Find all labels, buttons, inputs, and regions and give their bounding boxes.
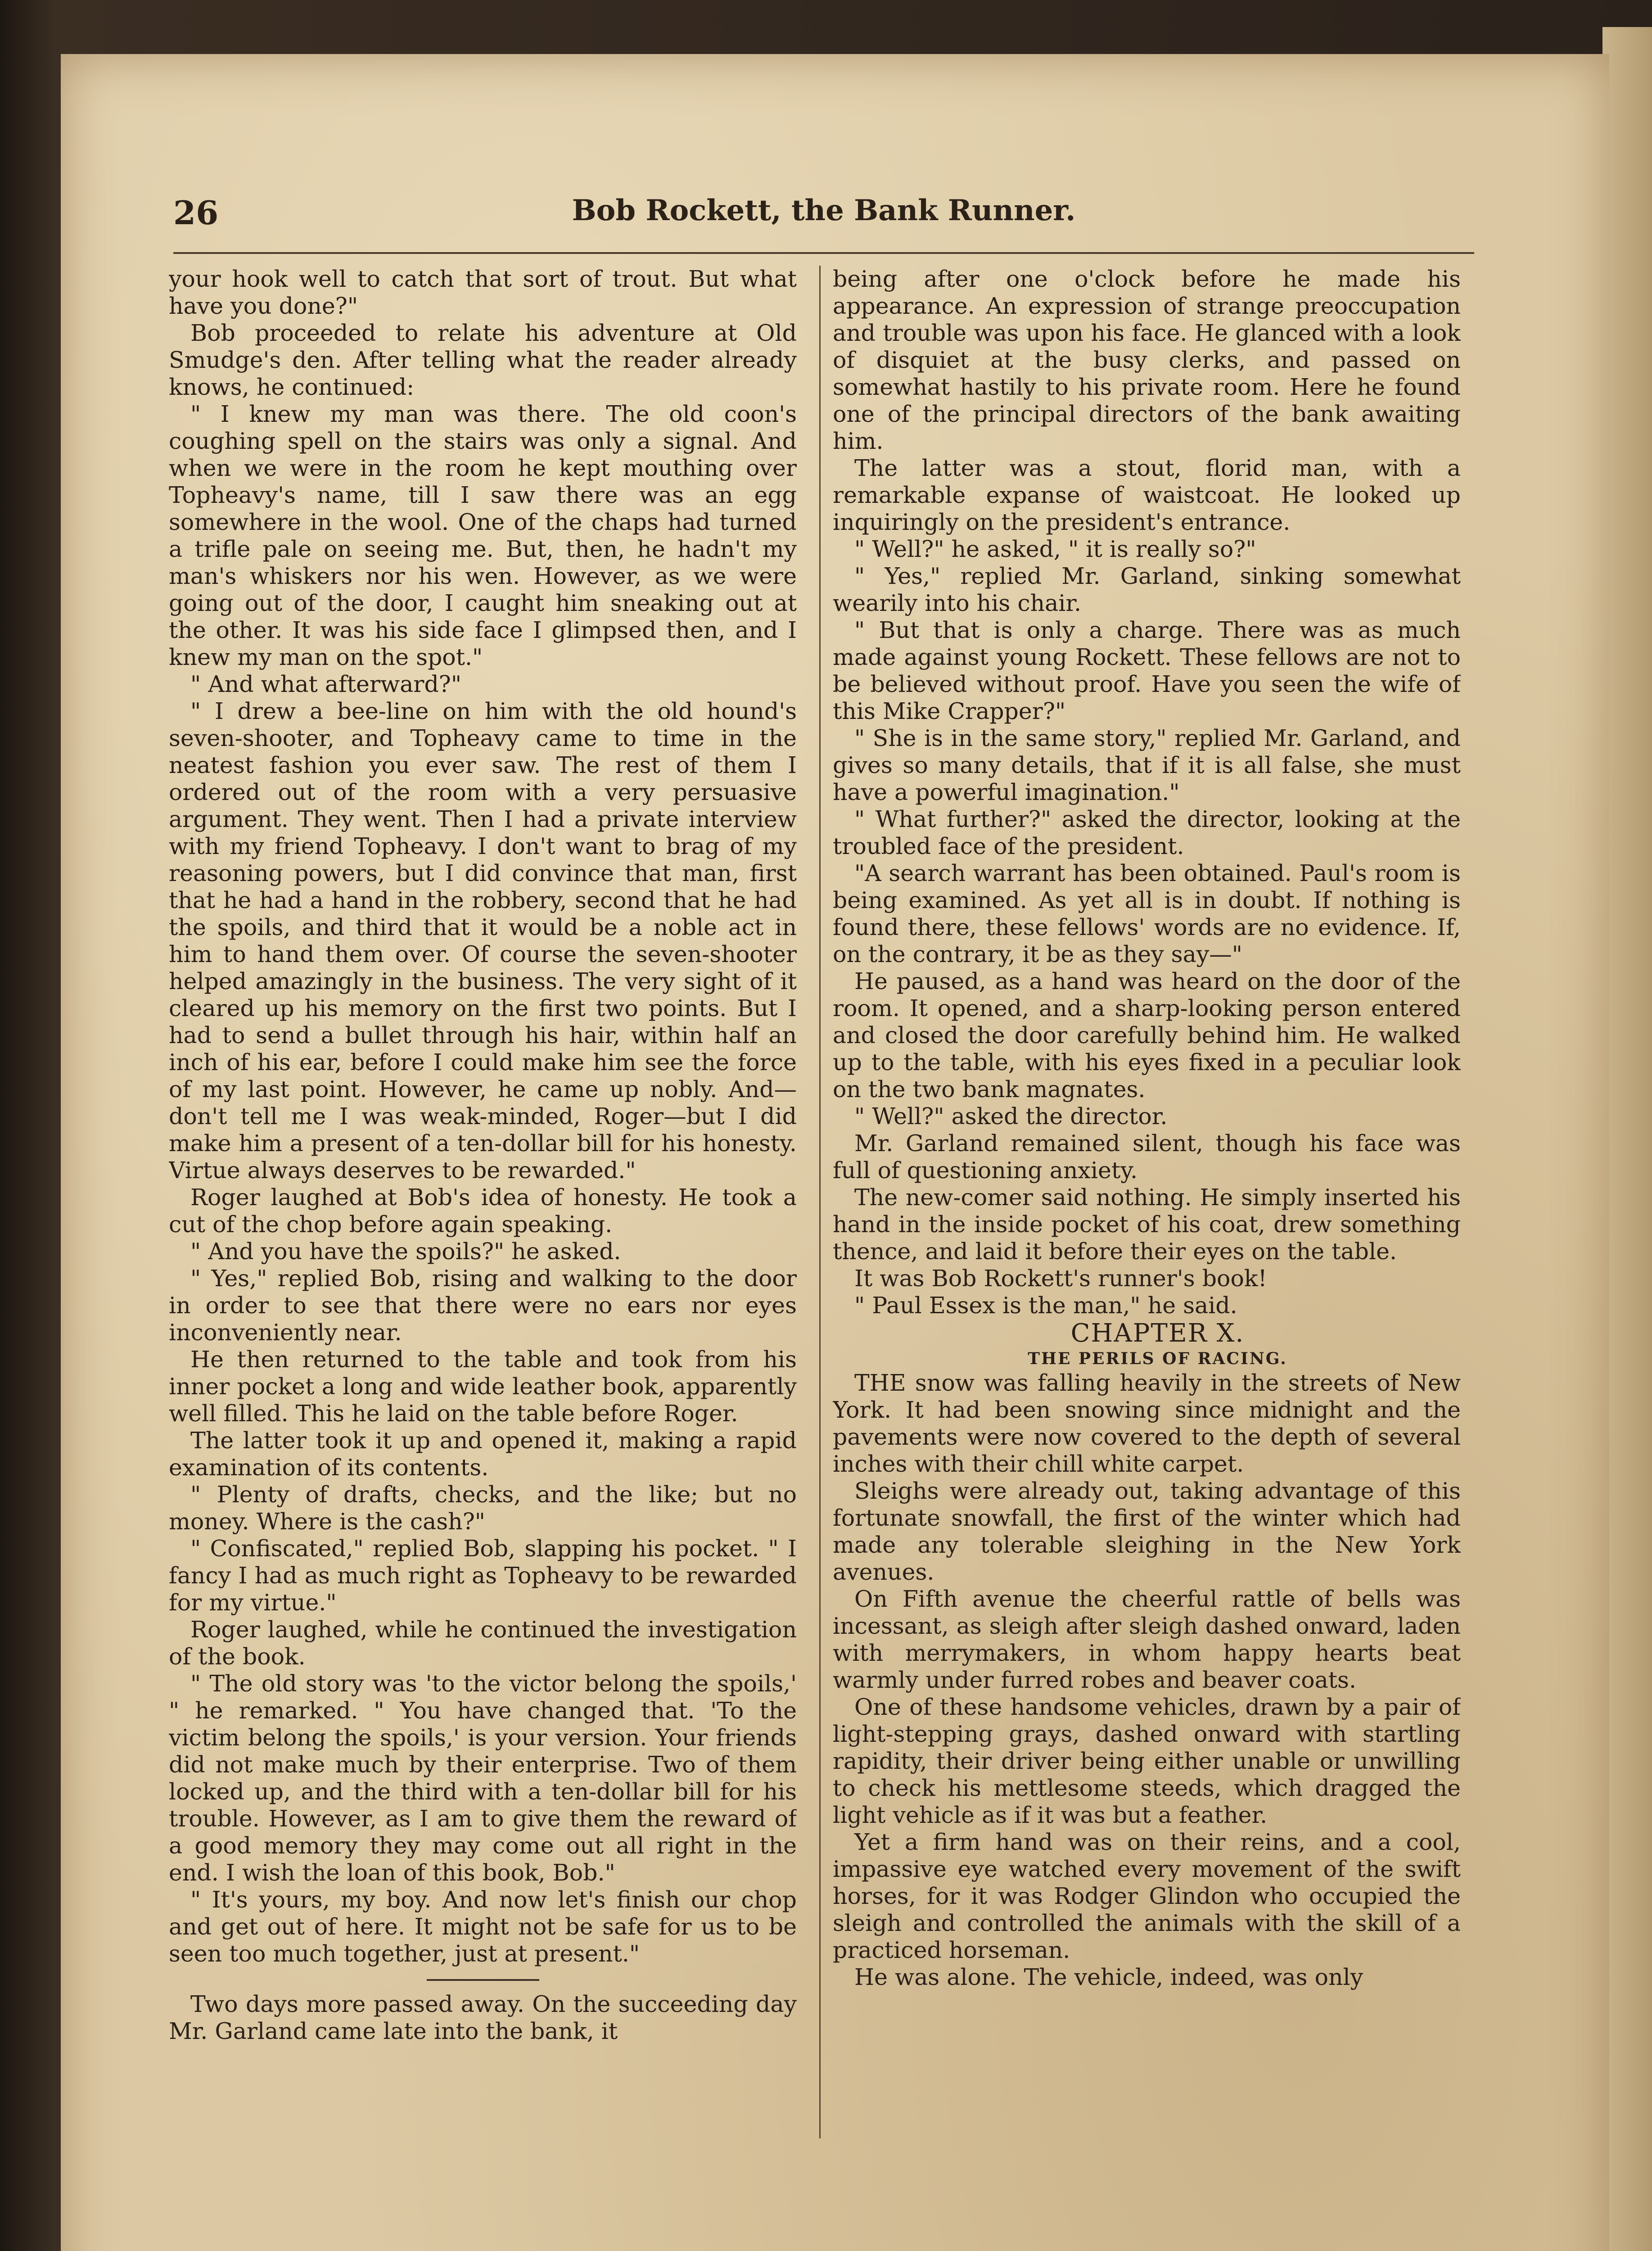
paragraph: " I knew my man was there. The old coon's coughing spell on the stairs was only a signal. And when we were in the room he kept mouthing over Topheavy's name, till I saw there was an egg somewhere in the wool. One of the chaps had turned a trifle pale on seeing me. But, then, he hadn't my man's whiskers nor his wen. However, as we were going out of the door, I caught him sneaking out at the other. It was his side face I glimpsed then, and I knew my man on the spot." [169, 401, 797, 670]
paragraph: " The old story was 'to the victor belong the spoils,' " he remarked. " You have changed that. 'To the victim belong the spoils,' is your version. Your friends did not make much by their enterprise. Two of them locked up, and the third with a ten-dollar bill for his trouble. However, as I am to give them the reward of a good memory they may come out all right in the end. I wish the loan of this book, Bob." [169, 1670, 797, 1886]
paragraph: " And you have the spoils?" he asked. [190, 1238, 621, 1265]
paragraph: " What further?" asked the director, looking at the troubled face of the president. [833, 806, 1461, 859]
paragraph: " Well?" asked the director. [854, 1103, 1168, 1130]
running-title: Bob Rockett, the Bank Runner. [572, 194, 1076, 227]
paragraph: " It's yours, my boy. And now let's finish our chop and get out of here. It might not be safe for us to be seen too much together, just at present." [169, 1886, 797, 1967]
header-rule [173, 252, 1474, 254]
paragraph: " And what afterward?" [190, 671, 462, 697]
page-header [173, 194, 1474, 243]
paragraph: " Plenty of drafts, checks, and the like; but no money. Where is the cash?" [169, 1481, 797, 1535]
paragraph: "A search warrant has been obtained. Paul's room is being examined. As yet all is in doubt. If nothing is found there, these fellows' words are no evidence. If, on the contrary, it be as they say—" [833, 860, 1461, 967]
paragraph: Roger laughed at Bob's idea of honesty. He took a cut of the chop before again speaking. [169, 1184, 797, 1238]
column-divider [819, 266, 821, 2138]
paragraph: being after one o'clock before he made his appearance. An expression of strange preoccupation and trouble was upon his face. He glanced with a look of disquiet at the busy clerks, and passed on somewhat hastily to his private room. Here he found one of the principal directors of the bank awaiting him. [833, 266, 1461, 454]
page-number: 26 [173, 194, 219, 232]
paragraph: The new-comer said nothing. He simply inserted his hand in the inside pocket of his coat, drew something thence, and laid it before their eyes on the table. [833, 1184, 1461, 1265]
paragraph: " Confiscated," replied Bob, slapping his pocket. " I fancy I had as much right as Topheavy to be rewarded for my virtue." [169, 1535, 797, 1616]
paragraph: Mr. Garland remained silent, though his face was full of questioning anxiety. [833, 1130, 1461, 1184]
paragraph: The latter took it up and opened it, making a rapid examination of its contents. [169, 1427, 797, 1481]
paragraph: It was Bob Rockett's runner's book! [854, 1265, 1267, 1292]
section-break-rule [427, 1979, 539, 1981]
paragraph: Two days more passed away. On the succeeding day Mr. Garland came late into the bank, it [169, 1991, 797, 2044]
paragraph: He paused, as a hand was heard on the door of the room. It opened, and a sharp-looking person entered and closed the door carefully behind him. He walked up to the table, with his eyes fixed in a peculiar look on the two bank magnates. [833, 968, 1461, 1103]
next-page-edge [1602, 27, 1652, 2251]
chapter-heading: CHAPTER X. [1070, 1319, 1245, 1348]
paragraph: your hook well to catch that sort of trout. But what have you done?" [169, 266, 797, 319]
paragraph: Roger laughed, while he continued the investigation of the book. [169, 1616, 797, 1670]
paragraph: On Fifth avenue the cheerful rattle of bells was incessant, as sleigh after sleigh dashed onward, laden with merrymakers, in whom happy hearts beat warmly under furred robes and beaver coats. [833, 1586, 1461, 1693]
paragraph: " Yes," replied Bob, rising and walking to the door in order to see that there were no ears nor eyes inconveniently near. [169, 1265, 797, 1346]
paragraph: " Paul Essex is the man," he said. [854, 1292, 1237, 1319]
paragraph: " But that is only a charge. There was as much made against young Rockett. These fellows are not to be believed without proof. Have you seen the wife of this Mike Crapper?" [833, 617, 1461, 724]
paragraph: The latter was a stout, florid man, with a remarkable expanse of waistcoat. He looked up inquiringly on the president's entrance. [833, 455, 1461, 535]
right-column [833, 266, 1461, 2143]
paragraph: Bob proceeded to relate his adventure at Old Smudge's den. After telling what the reader already knows, he continued: [169, 320, 797, 400]
paragraph: THE snow was falling heavily in the streets of New York. It had been snowing since midnight and the pavements were now covered to the depth of several inches with their chill white carpet. [833, 1370, 1461, 1477]
paragraph: " Well?" he asked, " it is really so?" [854, 536, 1256, 562]
chapter-subtitle: THE PERILS OF RACING. [1028, 1349, 1287, 1368]
paragraph: " Yes," replied Mr. Garland, sinking somewhat wearily into his chair. [833, 563, 1461, 616]
paragraph: " I drew a bee-line on him with the old hound's seven-shooter, and Topheavy came to time in the neatest fashion you ever saw. The rest of them I ordered out of the room with a very persuasive argument. They went. Then I had a private interview with my friend Topheavy. I don't want to brag of my reasoning powers, but I did convince that man, first that he had a hand in the robbery, second that he had the spoils, and third that it would be a noble act in him to hand them over. Of course the seven-shooter helped amazingly in the business. The very sight of it cleared up his memory on the first two points. But I had to send a bullet through his hair, within half an inch of his ear, before I could make him see the force of my last point. However, he came up nobly. And—don't tell me I was weak-minded, Roger—but I did make him a present of a ten-dollar bill for his honesty. Virtue always deserves to be rewarded." [169, 698, 797, 1184]
paragraph: He was alone. The vehicle, indeed, was only [854, 1964, 1363, 1990]
paragraph: He then returned to the table and took from his inner pocket a long and wide leather book, apparently well filled. This he laid on the table before Roger. [169, 1346, 797, 1427]
paragraph: " She is in the same story," replied Mr. Garland, and gives so many details, that if it is all false, she must have a powerful imagination." [833, 725, 1461, 805]
paragraph: Yet a firm hand was on their reins, and a cool, impassive eye watched every movement of the swift horses, for it was Rodger Glindon who occupied the sleigh and controlled the animals with the skill of a practiced horseman. [833, 1829, 1461, 1963]
left-column [169, 266, 797, 2143]
paragraph: One of these handsome vehicles, drawn by a pair of light-stepping grays, dashed onward with startling rapidity, their driver being either unable or unwilling to check his mettlesome steeds, which dragged the light vehicle as if it was but a feather. [833, 1694, 1461, 1828]
paragraph: Sleighs were already out, taking advantage of this fortunate snowfall, the first of the winter which had made any tolerable sleighing in the New York avenues. [833, 1478, 1461, 1585]
